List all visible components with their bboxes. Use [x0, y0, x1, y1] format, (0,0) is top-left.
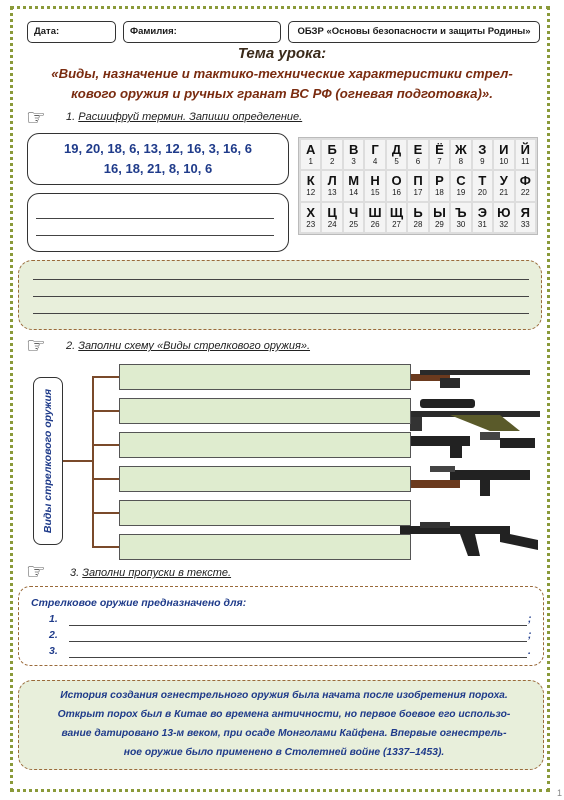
alphabet-letter: В [348, 142, 359, 158]
alphabet-number: 1 [308, 157, 313, 167]
alphabet-letter: И [499, 142, 509, 158]
history-line: вание датировано 13-м веком, при осаде Монголами Кайфена. Впервые огнестрель- [61, 728, 507, 739]
alphabet-number: 16 [392, 188, 401, 198]
definition-line [33, 313, 529, 314]
scheme-blank-1[interactable] [119, 364, 411, 390]
alphabet-letter: П [413, 173, 423, 189]
alphabet-letter: М [348, 173, 360, 189]
alphabet-cell [451, 140, 470, 169]
alphabet-cell [451, 203, 470, 232]
alphabet-letter: У [499, 173, 508, 189]
alphabet-cell [301, 171, 320, 200]
definition-line [33, 279, 529, 280]
alphabet-number: 15 [370, 188, 380, 198]
alphabet-cell [322, 203, 341, 232]
alphabet-cell [301, 140, 320, 169]
scheme-blank-3[interactable] [119, 432, 411, 458]
pointing-hand-icon: ☞ [26, 559, 46, 584]
connector [92, 376, 119, 378]
alphabet-number: 30 [456, 219, 466, 229]
alphabet-cell [387, 140, 406, 169]
purpose-line-1[interactable] [69, 625, 527, 626]
alphabet-cell [516, 140, 535, 169]
alphabet-letter: Ю [497, 204, 511, 220]
alphabet-number: 27 [392, 219, 401, 229]
alphabet-letter: Г [371, 142, 379, 158]
purpose-item-end: ; [528, 613, 532, 625]
pistol-icon [390, 430, 540, 460]
code-line-2: 16, 18, 21, 8, 10, 6 [103, 161, 213, 176]
purpose-box [18, 586, 544, 666]
alphabet-number: 3 [351, 157, 356, 167]
code-line-1: 19, 20, 18, 6, 13, 12, 16, 3, 16, 6 [64, 141, 252, 156]
alphabet-letter: Ш [368, 204, 382, 220]
scheme-root [33, 377, 63, 545]
alphabet-letter: О [391, 173, 402, 189]
alphabet-letter: Щ [389, 204, 404, 220]
alphabet-cell [430, 203, 449, 232]
alphabet-number: 33 [520, 219, 530, 229]
alphabet-number: 8 [458, 157, 464, 167]
alphabet-letter: Б [327, 142, 337, 158]
task3-text: Заполни пропуски в тексте. [82, 567, 232, 579]
alphabet-cell [430, 140, 449, 169]
alphabet-number: 31 [477, 219, 487, 229]
alphabet-cell [516, 171, 535, 200]
scheme-blank-2[interactable] [119, 398, 411, 424]
alphabet-number: 14 [349, 188, 359, 198]
alphabet-letter: Э [477, 204, 487, 220]
history-line: История создания огнестрельного оружия была начата после изобретения пороха. [60, 690, 508, 701]
alphabet-cell [365, 171, 384, 200]
surname-field[interactable] [123, 21, 281, 43]
alphabet-cell [387, 203, 406, 232]
alphabet-letter: А [306, 142, 316, 158]
purpose-item-end: ; [528, 629, 532, 641]
alphabet-number: 19 [456, 188, 466, 198]
alphabet-letter: Х [306, 204, 316, 220]
alphabet-number: 24 [327, 219, 337, 229]
alphabet-cell [473, 203, 492, 232]
alphabet-cell [408, 203, 427, 232]
scheme-blank-6[interactable] [119, 534, 411, 560]
alphabet-letter: З [478, 142, 487, 158]
topic-line-1: «Виды, назначение и тактико-технические характеристики стрел- [51, 66, 513, 81]
scheme-blank-4[interactable] [119, 466, 411, 492]
alphabet-letter: Й [520, 142, 530, 158]
alphabet-number: 32 [499, 219, 509, 229]
alphabet-number: 28 [413, 219, 423, 229]
alphabet-number: 29 [434, 219, 444, 229]
pointing-hand-icon: ☞ [26, 105, 46, 130]
definition-box[interactable] [18, 260, 542, 330]
alphabet-cell [451, 171, 470, 200]
alphabet-letter: Ж [455, 142, 467, 158]
answer-box[interactable] [27, 193, 289, 252]
lesson-topic [10, 64, 554, 104]
alphabet-cell [473, 140, 492, 169]
alphabet-letter: Ь [413, 204, 423, 220]
task3-heading [70, 567, 231, 579]
alphabet-cell [322, 171, 341, 200]
alphabet-number: 20 [477, 188, 487, 198]
alphabet-letter: Ё [435, 142, 444, 158]
alphabet-letter: Я [520, 204, 530, 220]
connector [92, 546, 119, 548]
alphabet-letter: Ъ [455, 204, 467, 220]
alphabet-letter: Л [327, 173, 337, 189]
alphabet-letter: Д [391, 142, 402, 158]
alphabet-cell [516, 203, 535, 232]
alphabet-cell [408, 171, 427, 200]
assault-rifle-icon [400, 516, 540, 562]
history-line: ное оружие было применено в Столетней войне (1337–1453). [123, 747, 445, 758]
alphabet-number: 21 [499, 188, 509, 198]
alphabet-cell [301, 203, 320, 232]
connector [92, 478, 119, 480]
alphabet-table [298, 137, 538, 235]
subject-field [288, 21, 540, 43]
alphabet-number: 25 [349, 219, 359, 229]
alphabet-cell [494, 171, 513, 200]
alphabet-number: 13 [327, 188, 337, 198]
scheme-root-label: Виды стрелкового оружия [42, 388, 54, 534]
connector [92, 444, 119, 446]
connector [92, 512, 119, 514]
alphabet-letter: Ч [349, 204, 359, 220]
alphabet-letter: Н [370, 173, 380, 189]
alphabet-letter: Ф [519, 173, 531, 189]
alphabet-number: 7 [437, 157, 442, 167]
purpose-intro: Стрелковое оружие предназначено для: [31, 597, 247, 609]
alphabet-number: 11 [521, 157, 530, 167]
alphabet-number: 10 [499, 157, 509, 167]
connector [92, 410, 119, 412]
alphabet-letter: Р [435, 173, 444, 189]
lesson-title: Тема урока: [237, 45, 327, 62]
alphabet-cell [494, 203, 513, 232]
purpose-item-number: 2. [49, 629, 58, 641]
alphabet-letter: Е [413, 142, 423, 158]
connector [63, 460, 93, 462]
purpose-line-2[interactable] [69, 641, 527, 642]
alphabet-number: 26 [370, 219, 380, 229]
connector [92, 376, 94, 547]
alphabet-number: 5 [394, 157, 399, 167]
alphabet-cell [322, 140, 341, 169]
answer-line [36, 218, 274, 219]
alphabet-cell [408, 140, 427, 169]
task1-number: 1. [66, 111, 76, 123]
alphabet-letter: К [306, 173, 315, 189]
alphabet-number: 6 [415, 157, 421, 167]
date-label: Дата: [34, 26, 60, 37]
alphabet-cell [430, 171, 449, 200]
alphabet-number: 17 [413, 188, 423, 198]
purpose-item-number: 3. [49, 645, 58, 657]
alphabet-cell [365, 140, 384, 169]
alphabet-number: 18 [434, 188, 444, 198]
purpose-item-end: . [528, 645, 531, 657]
submachine-gun-icon [400, 462, 540, 498]
task1-heading [66, 111, 302, 123]
alphabet-cell [494, 140, 513, 169]
task3-number: 3. [70, 567, 80, 579]
alphabet-number: 12 [306, 188, 316, 198]
date-field[interactable] [27, 21, 116, 43]
task2-number: 2. [66, 340, 76, 352]
alphabet-number: 9 [480, 157, 485, 167]
alphabet-cell [344, 171, 363, 200]
alphabet-number: 2 [329, 157, 335, 167]
alphabet-letter: С [456, 173, 466, 189]
alphabet-letter: Т [478, 173, 487, 189]
alphabet-number: 23 [306, 219, 316, 229]
scheme-blank-5[interactable] [119, 500, 411, 526]
subject-label: ОБЗР «Основы безопасности и защиты Родины» [297, 26, 531, 37]
purpose-line-3[interactable] [69, 657, 527, 658]
purpose-item-number: 1. [49, 613, 58, 625]
alphabet-cell [344, 140, 363, 169]
alphabet-cell [387, 171, 406, 200]
history-line: Открыт порох был в Китае во времена античности, но первое боевое его использо- [57, 709, 511, 720]
alphabet-letter: Ц [327, 204, 337, 220]
code-box [27, 133, 289, 185]
task1-text: Расшифруй термин. Запиши определение. [78, 111, 303, 123]
alphabet-number: 4 [372, 157, 378, 167]
history-text [30, 686, 538, 762]
definition-line [33, 296, 529, 297]
alphabet-letter: Ы [433, 204, 446, 220]
task2-heading [66, 340, 310, 352]
alphabet-cell [365, 203, 384, 232]
alphabet-number: 22 [520, 188, 530, 198]
topic-line-2: кового оружия и ручных гранат ВС РФ (огневая подготовка)». [71, 86, 493, 101]
surname-label: Фамилия: [130, 26, 177, 37]
page-number: 1 [556, 788, 562, 798]
pointing-hand-icon: ☞ [26, 333, 46, 358]
alphabet-cell [344, 203, 363, 232]
task2-text: Заполни схему «Виды стрелкового оружия». [78, 340, 311, 352]
answer-line [36, 235, 274, 236]
alphabet-cell [473, 171, 492, 200]
